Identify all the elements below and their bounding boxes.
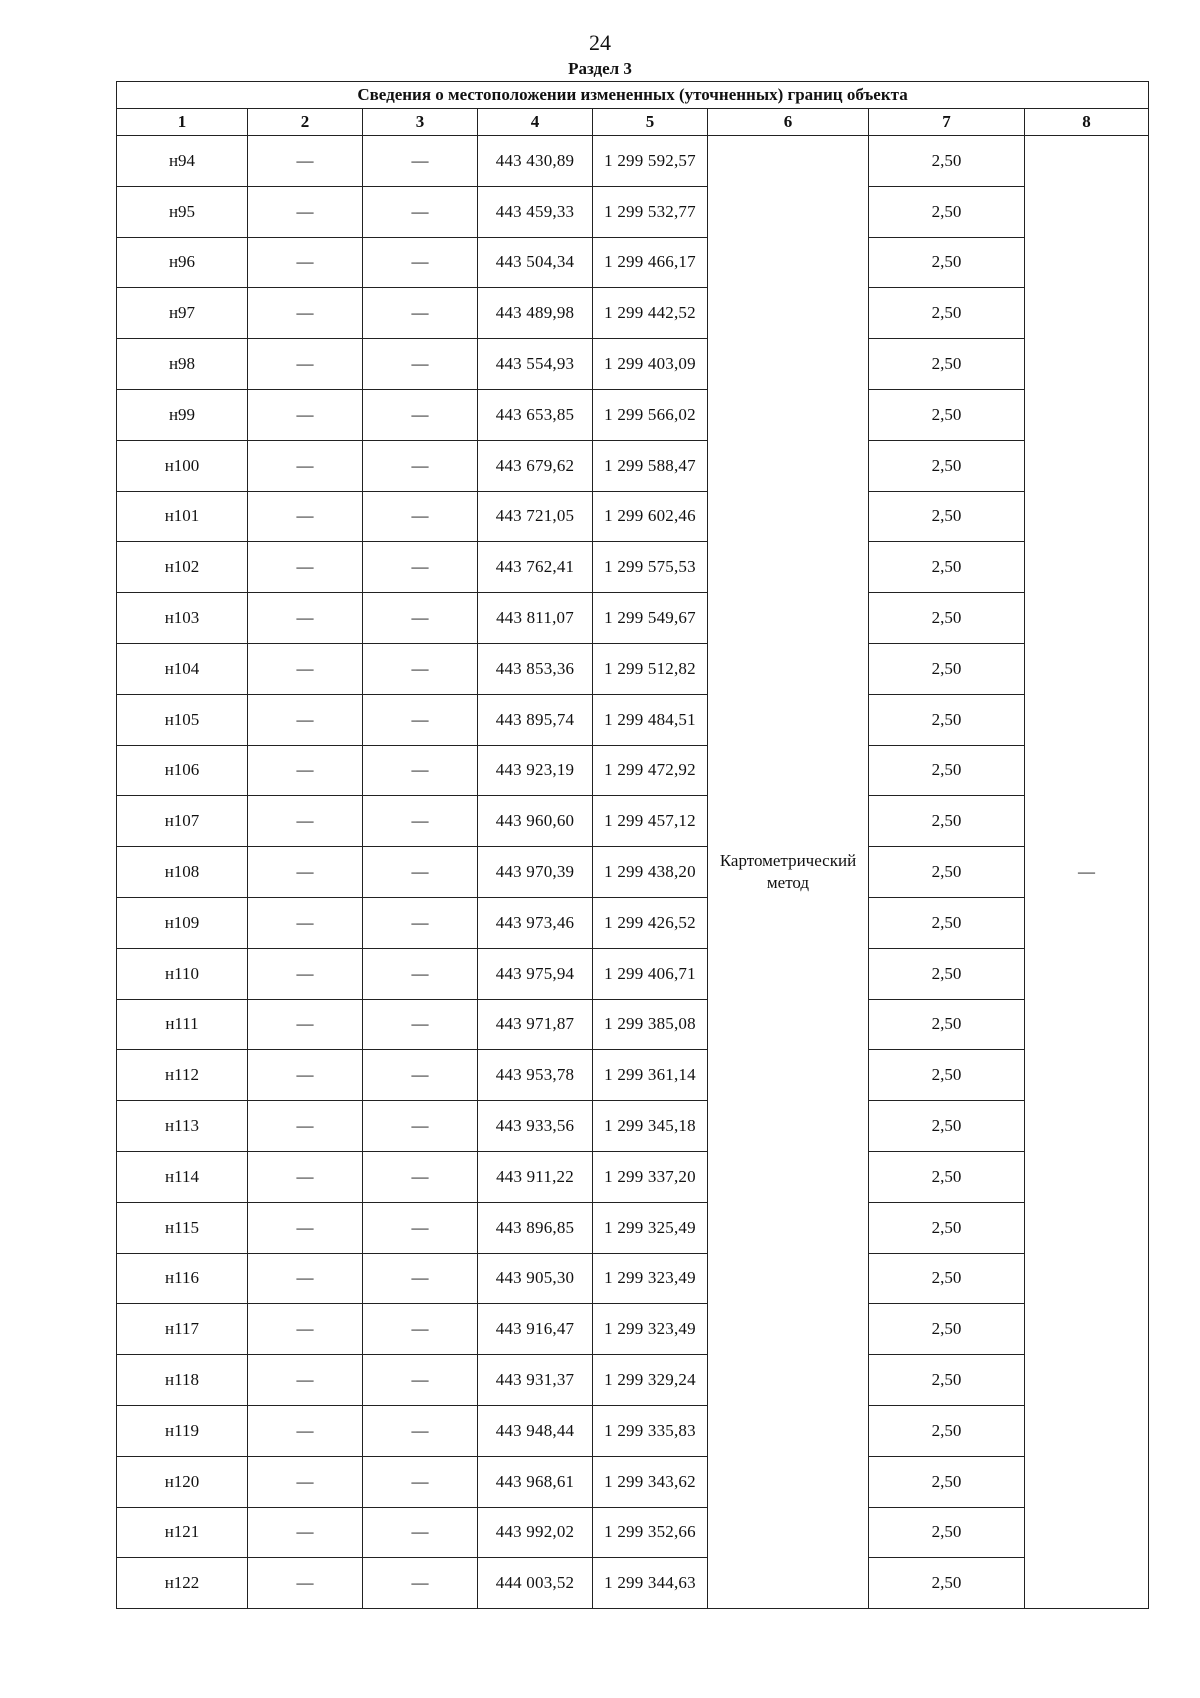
accuracy-cell: 2,50 xyxy=(869,999,1025,1050)
point-id-cell: н114 xyxy=(117,1151,248,1202)
column-3-cell: — xyxy=(363,1101,478,1152)
x-coordinate-cell: 443 973,46 xyxy=(478,897,593,948)
y-coordinate-cell: 1 299 472,92 xyxy=(593,745,708,796)
point-id-cell: н120 xyxy=(117,1456,248,1507)
y-coordinate-cell: 1 299 575,53 xyxy=(593,542,708,593)
table-row xyxy=(117,796,1149,847)
accuracy-cell: 2,50 xyxy=(869,1202,1025,1253)
x-coordinate-cell: 443 896,85 xyxy=(478,1202,593,1253)
column-number-6: 6 xyxy=(708,109,869,136)
y-coordinate-cell: 1 299 343,62 xyxy=(593,1456,708,1507)
y-coordinate-cell: 1 299 426,52 xyxy=(593,897,708,948)
y-coordinate-cell: 1 299 352,66 xyxy=(593,1507,708,1558)
table-row xyxy=(117,288,1149,339)
column-2-cell: — xyxy=(248,237,363,288)
boundary-coordinates-table xyxy=(116,81,1149,1609)
column-3-cell: — xyxy=(363,339,478,390)
column-2-cell: — xyxy=(248,796,363,847)
accuracy-cell: 2,50 xyxy=(869,1253,1025,1304)
column-3-cell: — xyxy=(363,948,478,999)
y-coordinate-cell: 1 299 325,49 xyxy=(593,1202,708,1253)
point-id-cell: н106 xyxy=(117,745,248,796)
table-row xyxy=(117,1405,1149,1456)
column-8-cell: — xyxy=(1025,136,1149,1609)
table-row xyxy=(117,897,1149,948)
column-2-cell: — xyxy=(248,643,363,694)
table-row xyxy=(117,1050,1149,1101)
column-number-3: 3 xyxy=(363,109,478,136)
point-id-cell: н99 xyxy=(117,389,248,440)
accuracy-cell: 2,50 xyxy=(869,186,1025,237)
y-coordinate-cell: 1 299 438,20 xyxy=(593,847,708,898)
table-row xyxy=(117,1558,1149,1609)
accuracy-cell: 2,50 xyxy=(869,136,1025,187)
x-coordinate-cell: 443 931,37 xyxy=(478,1355,593,1406)
column-number-5: 5 xyxy=(593,109,708,136)
table-row xyxy=(117,643,1149,694)
y-coordinate-cell: 1 299 337,20 xyxy=(593,1151,708,1202)
column-2-cell: — xyxy=(248,745,363,796)
accuracy-cell: 2,50 xyxy=(869,796,1025,847)
column-2-cell: — xyxy=(248,186,363,237)
column-number-7: 7 xyxy=(869,109,1025,136)
column-2-cell: — xyxy=(248,1253,363,1304)
point-id-cell: н112 xyxy=(117,1050,248,1101)
table-row xyxy=(117,847,1149,898)
x-coordinate-cell: 443 968,61 xyxy=(478,1456,593,1507)
column-3-cell: — xyxy=(363,1253,478,1304)
column-2-cell: — xyxy=(248,897,363,948)
x-coordinate-cell: 443 960,60 xyxy=(478,796,593,847)
point-id-cell: н102 xyxy=(117,542,248,593)
table-row xyxy=(117,440,1149,491)
table-row xyxy=(117,339,1149,390)
x-coordinate-cell: 443 923,19 xyxy=(478,745,593,796)
accuracy-cell: 2,50 xyxy=(869,1558,1025,1609)
accuracy-cell: 2,50 xyxy=(869,339,1025,390)
column-3-cell: — xyxy=(363,389,478,440)
table-row xyxy=(117,948,1149,999)
accuracy-cell: 2,50 xyxy=(869,745,1025,796)
accuracy-cell: 2,50 xyxy=(869,948,1025,999)
table-row xyxy=(117,593,1149,644)
point-id-cell: н97 xyxy=(117,288,248,339)
column-2-cell: — xyxy=(248,948,363,999)
x-coordinate-cell: 443 504,34 xyxy=(478,237,593,288)
table-row xyxy=(117,1355,1149,1406)
table-row xyxy=(117,1253,1149,1304)
point-id-cell: н95 xyxy=(117,186,248,237)
y-coordinate-cell: 1 299 323,49 xyxy=(593,1304,708,1355)
point-id-cell: н108 xyxy=(117,847,248,898)
column-2-cell: — xyxy=(248,1405,363,1456)
point-id-cell: н101 xyxy=(117,491,248,542)
column-number-2: 2 xyxy=(248,109,363,136)
table-row xyxy=(117,491,1149,542)
column-2-cell: — xyxy=(248,1050,363,1101)
point-id-cell: н116 xyxy=(117,1253,248,1304)
y-coordinate-cell: 1 299 361,14 xyxy=(593,1050,708,1101)
table-row xyxy=(117,694,1149,745)
column-3-cell: — xyxy=(363,897,478,948)
table-row xyxy=(117,136,1149,187)
x-coordinate-cell: 443 948,44 xyxy=(478,1405,593,1456)
y-coordinate-cell: 1 299 512,82 xyxy=(593,643,708,694)
y-coordinate-cell: 1 299 532,77 xyxy=(593,186,708,237)
column-3-cell: — xyxy=(363,542,478,593)
column-number-1: 1 xyxy=(117,109,248,136)
y-coordinate-cell: 1 299 335,83 xyxy=(593,1405,708,1456)
column-2-cell: — xyxy=(248,389,363,440)
column-2-cell: — xyxy=(248,593,363,644)
method-cell: Картометрический метод xyxy=(708,136,869,1609)
column-3-cell: — xyxy=(363,1456,478,1507)
column-3-cell: — xyxy=(363,1355,478,1406)
x-coordinate-cell: 443 430,89 xyxy=(478,136,593,187)
y-coordinate-cell: 1 299 329,24 xyxy=(593,1355,708,1406)
point-id-cell: н104 xyxy=(117,643,248,694)
column-number-4: 4 xyxy=(478,109,593,136)
column-3-cell: — xyxy=(363,847,478,898)
column-2-cell: — xyxy=(248,1304,363,1355)
column-2-cell: — xyxy=(248,542,363,593)
y-coordinate-cell: 1 299 323,49 xyxy=(593,1253,708,1304)
table-row xyxy=(117,1151,1149,1202)
x-coordinate-cell: 443 905,30 xyxy=(478,1253,593,1304)
x-coordinate-cell: 443 895,74 xyxy=(478,694,593,745)
x-coordinate-cell: 443 721,05 xyxy=(478,491,593,542)
x-coordinate-cell: 443 762,41 xyxy=(478,542,593,593)
table-row xyxy=(117,1456,1149,1507)
x-coordinate-cell: 443 992,02 xyxy=(478,1507,593,1558)
x-coordinate-cell: 443 554,93 xyxy=(478,339,593,390)
column-2-cell: — xyxy=(248,1355,363,1406)
column-3-cell: — xyxy=(363,1405,478,1456)
accuracy-cell: 2,50 xyxy=(869,1507,1025,1558)
point-id-cell: н109 xyxy=(117,897,248,948)
y-coordinate-cell: 1 299 466,17 xyxy=(593,237,708,288)
column-2-cell: — xyxy=(248,1558,363,1609)
accuracy-cell: 2,50 xyxy=(869,1151,1025,1202)
column-3-cell: — xyxy=(363,186,478,237)
x-coordinate-cell: 443 459,33 xyxy=(478,186,593,237)
column-3-cell: — xyxy=(363,1507,478,1558)
x-coordinate-cell: 443 953,78 xyxy=(478,1050,593,1101)
column-2-cell: — xyxy=(248,694,363,745)
accuracy-cell: 2,50 xyxy=(869,491,1025,542)
table-row xyxy=(117,542,1149,593)
point-id-cell: н119 xyxy=(117,1405,248,1456)
column-3-cell: — xyxy=(363,745,478,796)
y-coordinate-cell: 1 299 344,63 xyxy=(593,1558,708,1609)
column-2-cell: — xyxy=(248,491,363,542)
accuracy-cell: 2,50 xyxy=(869,1456,1025,1507)
table-row xyxy=(117,186,1149,237)
point-id-cell: н117 xyxy=(117,1304,248,1355)
point-id-cell: н113 xyxy=(117,1101,248,1152)
table-row xyxy=(117,1101,1149,1152)
y-coordinate-cell: 1 299 385,08 xyxy=(593,999,708,1050)
column-2-cell: — xyxy=(248,1151,363,1202)
column-3-cell: — xyxy=(363,643,478,694)
column-3-cell: — xyxy=(363,491,478,542)
accuracy-cell: 2,50 xyxy=(869,847,1025,898)
y-coordinate-cell: 1 299 406,71 xyxy=(593,948,708,999)
x-coordinate-cell: 443 653,85 xyxy=(478,389,593,440)
column-2-cell: — xyxy=(248,1456,363,1507)
table-row xyxy=(117,999,1149,1050)
column-3-cell: — xyxy=(363,999,478,1050)
point-id-cell: н98 xyxy=(117,339,248,390)
accuracy-cell: 2,50 xyxy=(869,1050,1025,1101)
y-coordinate-cell: 1 299 403,09 xyxy=(593,339,708,390)
x-coordinate-cell: 443 811,07 xyxy=(478,593,593,644)
accuracy-cell: 2,50 xyxy=(869,1101,1025,1152)
point-id-cell: н122 xyxy=(117,1558,248,1609)
point-id-cell: н111 xyxy=(117,999,248,1050)
point-id-cell: н121 xyxy=(117,1507,248,1558)
accuracy-cell: 2,50 xyxy=(869,389,1025,440)
point-id-cell: н94 xyxy=(117,136,248,187)
accuracy-cell: 2,50 xyxy=(869,1304,1025,1355)
y-coordinate-cell: 1 299 345,18 xyxy=(593,1101,708,1152)
point-id-cell: н96 xyxy=(117,237,248,288)
y-coordinate-cell: 1 299 442,52 xyxy=(593,288,708,339)
column-3-cell: — xyxy=(363,1202,478,1253)
section-title: Раздел 3 xyxy=(568,59,632,78)
x-coordinate-cell: 443 679,62 xyxy=(478,440,593,491)
accuracy-cell: 2,50 xyxy=(869,1405,1025,1456)
column-3-cell: — xyxy=(363,440,478,491)
y-coordinate-cell: 1 299 592,57 xyxy=(593,136,708,187)
table-body xyxy=(117,136,1149,1609)
column-2-cell: — xyxy=(248,847,363,898)
x-coordinate-cell: 443 911,22 xyxy=(478,1151,593,1202)
column-3-cell: — xyxy=(363,593,478,644)
point-id-cell: н107 xyxy=(117,796,248,847)
column-3-cell: — xyxy=(363,136,478,187)
x-coordinate-cell: 443 971,87 xyxy=(478,999,593,1050)
column-3-cell: — xyxy=(363,237,478,288)
column-3-cell: — xyxy=(363,1050,478,1101)
y-coordinate-cell: 1 299 602,46 xyxy=(593,491,708,542)
y-coordinate-cell: 1 299 588,47 xyxy=(593,440,708,491)
page-number: 24 xyxy=(589,30,611,55)
table-row xyxy=(117,745,1149,796)
point-id-cell: н118 xyxy=(117,1355,248,1406)
accuracy-cell: 2,50 xyxy=(869,542,1025,593)
column-2-cell: — xyxy=(248,1507,363,1558)
point-id-cell: н103 xyxy=(117,593,248,644)
point-id-cell: н100 xyxy=(117,440,248,491)
table-row xyxy=(117,1202,1149,1253)
point-id-cell: н110 xyxy=(117,948,248,999)
column-3-cell: — xyxy=(363,1151,478,1202)
x-coordinate-cell: 443 933,56 xyxy=(478,1101,593,1152)
x-coordinate-cell: 444 003,52 xyxy=(478,1558,593,1609)
column-3-cell: — xyxy=(363,1558,478,1609)
table-row xyxy=(117,1304,1149,1355)
accuracy-cell: 2,50 xyxy=(869,440,1025,491)
y-coordinate-cell: 1 299 549,67 xyxy=(593,593,708,644)
column-3-cell: — xyxy=(363,288,478,339)
point-id-cell: н115 xyxy=(117,1202,248,1253)
column-3-cell: — xyxy=(363,796,478,847)
table-row xyxy=(117,389,1149,440)
accuracy-cell: 2,50 xyxy=(869,643,1025,694)
x-coordinate-cell: 443 975,94 xyxy=(478,948,593,999)
point-id-cell: н105 xyxy=(117,694,248,745)
table-caption: Сведения о местоположении измененных (уточненных) границ объекта xyxy=(117,82,1149,109)
table-row xyxy=(117,237,1149,288)
accuracy-cell: 2,50 xyxy=(869,897,1025,948)
x-coordinate-cell: 443 970,39 xyxy=(478,847,593,898)
column-2-cell: — xyxy=(248,136,363,187)
x-coordinate-cell: 443 489,98 xyxy=(478,288,593,339)
column-3-cell: — xyxy=(363,1304,478,1355)
accuracy-cell: 2,50 xyxy=(869,288,1025,339)
table-row xyxy=(117,1507,1149,1558)
y-coordinate-cell: 1 299 566,02 xyxy=(593,389,708,440)
accuracy-cell: 2,50 xyxy=(869,1355,1025,1406)
column-2-cell: — xyxy=(248,288,363,339)
column-number-8: 8 xyxy=(1025,109,1149,136)
accuracy-cell: 2,50 xyxy=(869,694,1025,745)
y-coordinate-cell: 1 299 484,51 xyxy=(593,694,708,745)
column-2-cell: — xyxy=(248,999,363,1050)
y-coordinate-cell: 1 299 457,12 xyxy=(593,796,708,847)
accuracy-cell: 2,50 xyxy=(869,237,1025,288)
x-coordinate-cell: 443 853,36 xyxy=(478,643,593,694)
column-3-cell: — xyxy=(363,694,478,745)
x-coordinate-cell: 443 916,47 xyxy=(478,1304,593,1355)
column-2-cell: — xyxy=(248,1101,363,1152)
column-2-cell: — xyxy=(248,339,363,390)
column-2-cell: — xyxy=(248,1202,363,1253)
accuracy-cell: 2,50 xyxy=(869,593,1025,644)
column-2-cell: — xyxy=(248,440,363,491)
